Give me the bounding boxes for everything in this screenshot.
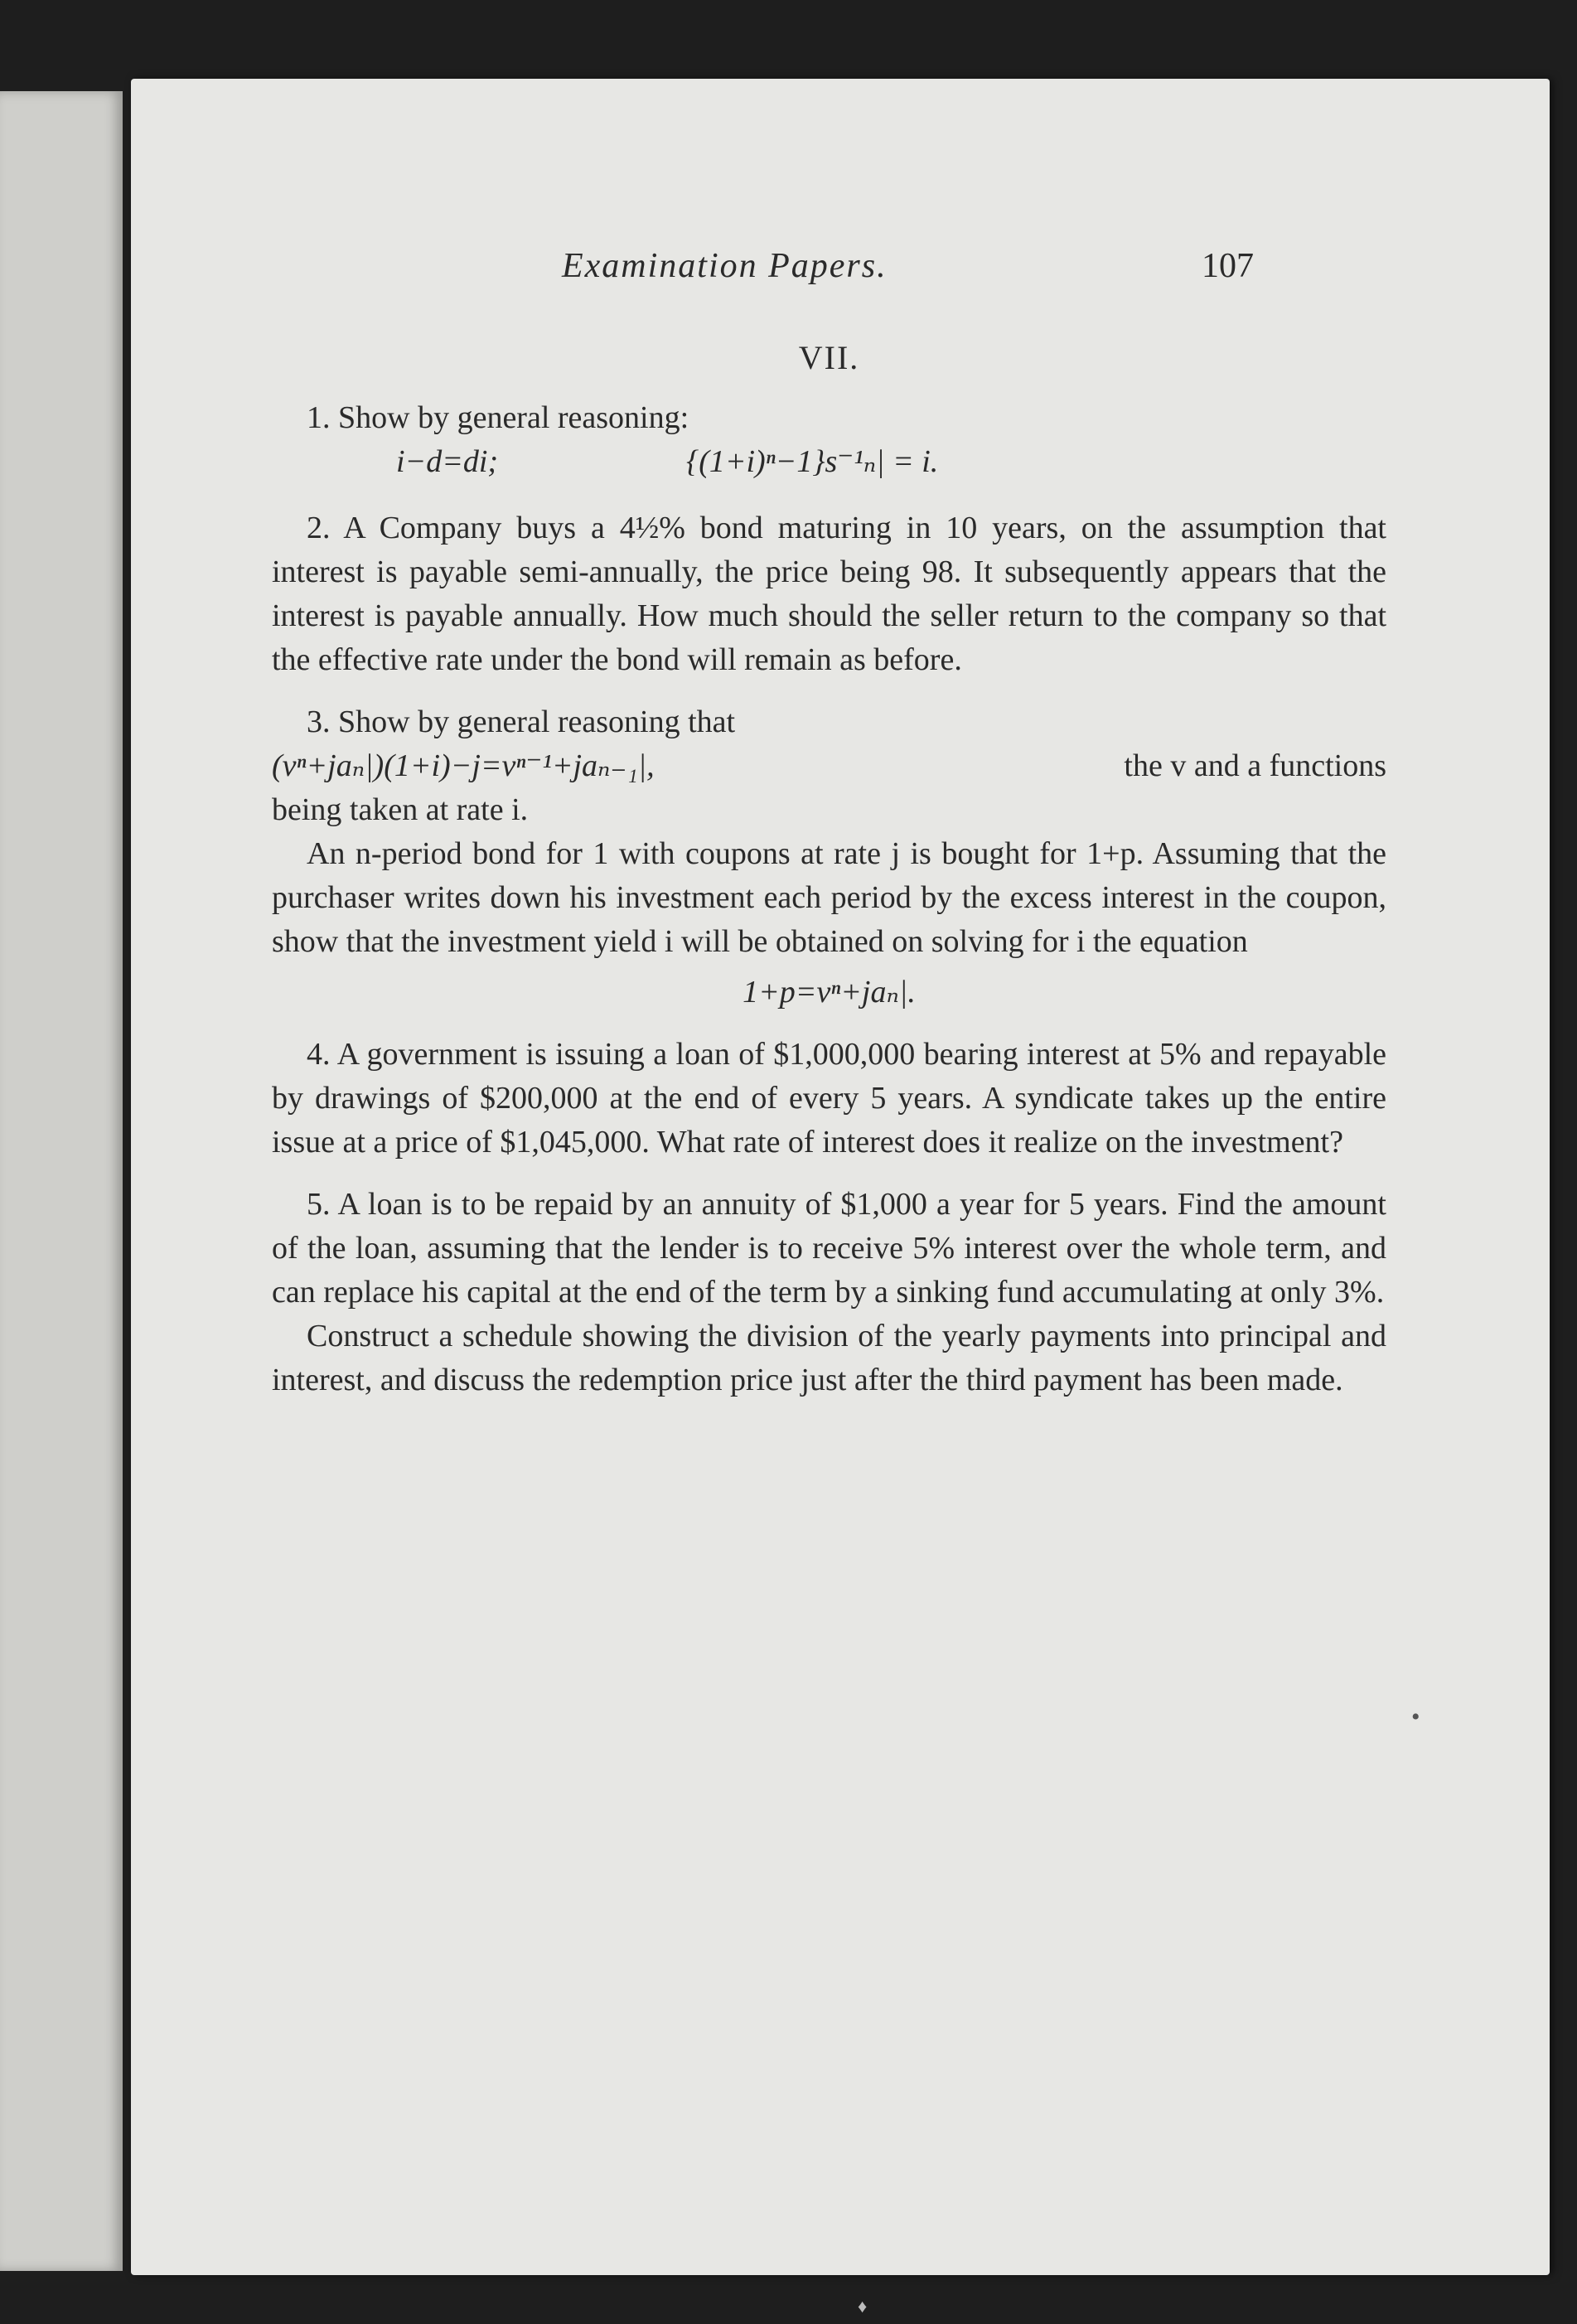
book-page: [131, 79, 1550, 2275]
question-3-continuation: being taken at rate i.: [272, 792, 529, 827]
question-1-text: 1. Show by general reasoning:: [307, 400, 689, 435]
question-3-equation-tail: the v and a functions: [1124, 748, 1386, 783]
margin-mark: •: [1411, 1703, 1420, 1731]
question-5-paragraph: Construct a schedule showing the division of the yearly payments into principal and interest, and discuss the redemption price just after the third payment has been made.: [272, 1319, 1386, 1397]
question-3-paragraph: An n-period bond for 1 with coupons at rate j is bought for 1+p. Assuming that the purchaser writes down his investment each period by the excess interest in the coupon, show that the investment yield i will be obtained on solving for i the equation: [272, 836, 1386, 959]
scan-artifact: ♦: [858, 2296, 868, 2317]
question-3-centered-equation: 1+p=vⁿ+jaₙ|.: [743, 975, 916, 1009]
question-1-equation-a: i−d=di;: [396, 444, 499, 479]
page-content: [272, 245, 1386, 1402]
question-3-equation-line: [272, 744, 1386, 788]
left-page-edge: [0, 91, 123, 2271]
page-number: 107: [1202, 247, 1254, 285]
question-4-text: 4. A government is issuing a loan of $1,000,000 bearing interest at 5% and repayable by drawings of $200,000 at the end of every 5 years. A syndicate takes up the entire issue at a price of $1,045,000. What rate of interest does it realize on the investment?: [272, 1037, 1386, 1160]
running-title: Examination Papers.: [562, 247, 888, 285]
section-title: VII.: [798, 339, 860, 376]
question-2-text: 2. A Company buys a 4½% bond maturing in 10 years, on the assumption that interest is payable semi-annually, the price being 98. It subsequently appears that the interest is payable annually. How much should the seller return to the company so that the effective rate under the bond will remain as before.: [272, 511, 1386, 677]
question-1-equations: [272, 440, 1386, 488]
question-3-intro: 3. Show by general reasoning that: [307, 704, 736, 739]
page-header: [272, 245, 1386, 294]
question-1-equation-b: {(1+i)ⁿ−1}s⁻¹ₙ| = i.: [686, 444, 939, 479]
question-5-text: 5. A loan is to be repaid by an annuity of $1,000 a year for 5 years. Find the amount of the loan, assuming that the lender is to receive 5% interest over the whole term, and can replace his capital at the end of the term by a sinking fund accumulating at only 3%.: [272, 1187, 1386, 1310]
question-3-inline-equation: (vⁿ+jaₙ|)(1+i)−j=vⁿ⁻¹+jaₙ₋₁|,: [272, 748, 655, 783]
